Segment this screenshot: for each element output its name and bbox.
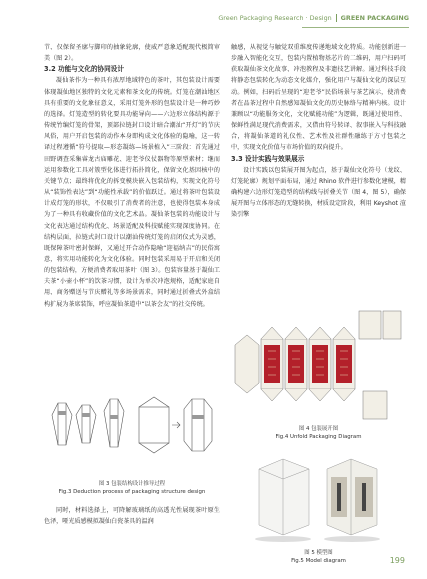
model-diagram [231,447,406,547]
header-section: GREEN PACKAGING [340,14,409,22]
paragraph: 节、仅保留圣廓与脚印的抽象轮廓，使威严意象适配现代极简审美（图 2）。 [44,44,220,63]
packaging-structure-diagram [44,385,220,477]
running-header [218,14,409,22]
header-separator [336,14,337,22]
paragraph: 凝仙茶作为一种具有浓厚地域特色的茶叶，其包装设计需要体现凝仙地区独特的文化元素和茶文化的传统。灯笼在潮汕地区具有重要的文化象征意义，采用灯笼外形的包装设计是一种巧妙的选择。灯笼造型的转化要具功能导向——六边形立体结构源于传统竹编灯笼的骨架，顶部拉链封口设计暗合潮汕“开灯”的节庆风俗，用户开启包装的动作本身即构成文化体验的隐喻，这一转译过程遵循“符号提取—形态凝练—场景植入”三阶段：首先通过田野调查采集睿龙古庙雕花、迎老爷仪仗器物等原型素材；继而运用参数化工具对簇型化体进行拓扑简化，保留文化基因核中的关键节点；最终将优化的拆变模块嵌入包装结构，实现文化符号从“装饰性表达”到“功能性承载”的价值跃迁。通过将茶叶包装设计成灯笼的形状，不仅吸引了消费者的注意，也使得包装本身成为了一种具有收藏价值的文化艺术品。凝仙茶包装的功能设计与文化表达通过结构优化、场景适配及科技赋能实现深度协同。在结构层面，拉链式封口设计以潮汕传统灯笼的启闭仪式为灵感，既保障茶叶密封保鲜，又通过开合动作隐喻“迎福纳吉”的民俗寓意，将实用功能转化为文化体验。同时包装采用易于开启和关闭的包装结构，方便消费者取用茶叶（图 3）。包装容量基于凝仙工夫茶“小壶小杯”的饮茶习惯，设计为单次冲泡规格，适配家庭自用、商务赠送与节庆赠礼等多场景需求，同时通过折叠式外盒结构扩展为茶席装饰，呼应凝仙茶道中“以茶会友”的社交传统。 [44,77,220,308]
figure-5 [231,447,406,547]
right-column [231,42,406,221]
page-number: 199 [389,556,405,565]
figure-4 [231,305,406,423]
left-column [44,42,220,310]
paragraph: 同时，材料选择上，可降解玻璃纸的高透光性展现茶叶原生色泽，哑光质感模拟凝仙白瓷茶具的温润 [44,507,220,526]
header-series: Green Packaging Research · Design [218,14,332,22]
caption-en: Fig.5 Model diagram [291,558,346,564]
figure-4-caption [231,425,406,441]
caption-cn: 图 3 包装结构设计推导过程 [98,481,166,487]
figure-3-caption [44,480,220,496]
unfold-packaging-diagram [231,305,406,423]
caption-cn: 图 5 模型图 [304,550,333,556]
section-heading-3-3: 3.3 设计实践与效果展示 [231,154,305,163]
section-heading-3-2: 3.2 功能与文化的协同设计 [44,65,124,74]
caption-cn: 图 4 包装展开图 [298,426,339,432]
left-column-bottom [44,505,220,527]
figure-5-caption [231,549,406,565]
paragraph: 设计实践以包装展开图为起点，基于凝仙文化符号（龙纹、灯笼轮廓）规划平面布局，通过 Rhino 软件进行参数化建模，精确构建六边形灯笼造型的结构线与折叠关节（图 4，图 5），确保展开图与立体形态的无缝转换，材质设定阶段，利用 Keyshot 渲染引擎 [231,166,406,219]
caption-en: Fig.3 Deduction process of packaging structure design [58,489,206,495]
caption-en: Fig.4 Unfold Packaging Diagram [275,434,362,440]
paragraph: 触感，从视觉与触觉双重维度传递地域文化特质。功能创新进一步融入智能化交互，包装内置植物基芯片的二维码，用户扫码可获取凝仙茶文化故事、冲泡教程及非遗技艺讲解。通过科技手段将静态包装转化为动态文化媒介，强化用户与凝仙文化的深层互动。例如，扫码后呈现的“迎老爷”民俗场景与茶艺演示，使消费者在品茶过程中自然感知凝仙文化的历史脉络与精神内核。设计兼顾以“功能服务文化，文化赋能功能”为逻辑，既通过使用性、保鲜性满足现代消费需求，又借由符号转译、叙事嵌入与科技融合，将凝仙茶道的礼仪性、艺术性及社群性融练于方寸包装之中，实现文化价值与市场价值的双向提升。 [231,44,406,152]
header-rule [302,27,409,28]
figure-3 [44,385,220,477]
